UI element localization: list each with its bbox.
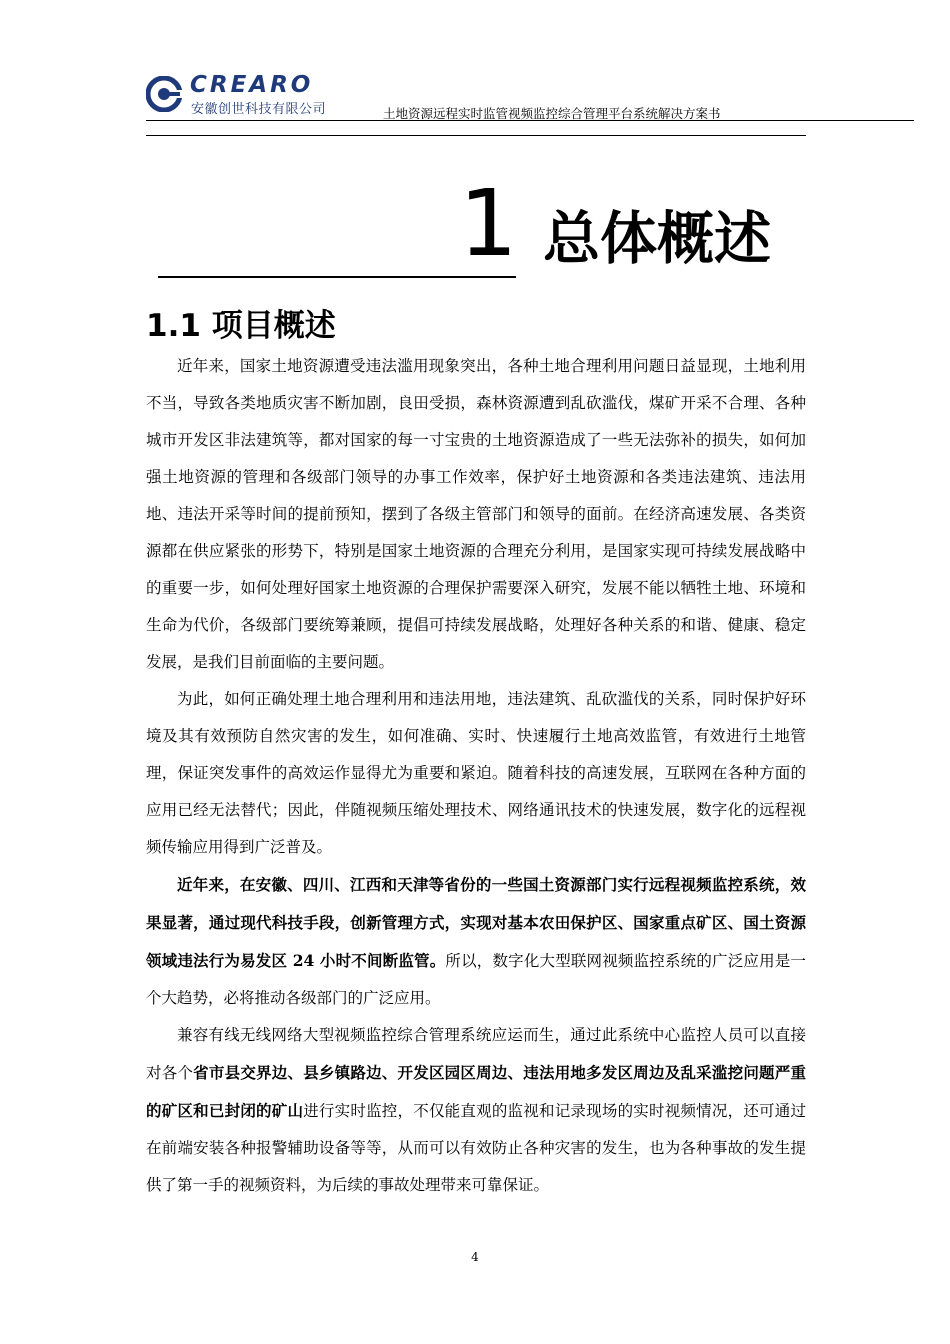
section-heading: 1.1 项目概述 [146,308,336,344]
bold-text: 近年来，在安徽、四川、江西和天津等省份的一些国土资源部门实行远程视频监控系统，效果显著，通过现代科技手段，创新管理方式，实现对基本农田保护区、国家重点矿区、国土资源领域违法行为易发区 24 小时不间断监管。 [146,875,806,970]
chapter-title: 总体概述 [543,206,771,272]
logo-wordmark: CREARO [190,72,314,98]
company-name: 安徽创世科技有限公司 [191,102,327,117]
company-logo [146,74,346,118]
paragraph [146,1017,806,1204]
header-divider-bottom [146,135,806,136]
chapter-underline [158,276,516,278]
document-header-title: 土地资源远程实时监管视频监控综合管理平台系统解决方案书 [383,106,721,121]
logo-mark-icon [146,76,182,112]
paragraph [146,866,806,1017]
paragraph [146,681,806,866]
header-divider [146,120,914,121]
chapter-number: 1 [459,170,518,277]
paragraph-text: 所以，数字化大型联网视频监控系统的广泛应用是一个大趋势，必将推动各级部门的广泛应用。 [146,952,806,1007]
paragraph: 近年来，国家土地资源遭受违法滥用现象突出，各种土地合理利用问题日益显现，土地利用不当，导致各类地质灾害不断加剧，良田受损，森林资源遭到乱砍滥伐，煤矿开采不合理、各种城市开发区非法建筑等，都对国家的每一寸宝贵的土地资源造成了一些无法弥补的损失，如何加强土地资源的管理和各级部门领导的办事工作效率，保护好土地资源和各类违法建筑、违法用地、违法开采等时间的提前预知，摆到了各级主管部门和领导的面前。在经济高速发展、各类资源都在供应紧张的形势下，特别是国家土地资源的合理充分利用，是国家实现可持续发展战略中的重要一步，如何处理好国家土地资源的合理保护需要深入研究，发展不能以牺牲土地、环境和生命为代价，各级部门要统筹兼顾，提倡可持续发展战略，处理好各种关系的和谐、健康、稳定发展，是我们目前面临的主要问题。 [146,357,806,671]
paragraph-text: 为此，如何正确处理土地合理利用和违法用地，违法建筑、乱砍滥伐的关系，同时保护好环境及其有效预防自然灾害的发生，如何准确、实时、快速履行土地高效监管，有效进行土地管理，保证突发事件的高效运作显得尤为重要和紧迫。随着科技的高速发展，互联网在各种方面的应用已经无法替代；因此，伴随视频压缩处理技术、网络通讯技术的快速发展，数字化的远程视频传输应用得到广泛普及。 [146,690,806,856]
bold-text: 省市县交界边、县乡镇路边、开发区园区周边、违法用地多发区周边及乱采滥挖问题严重的矿区和已封闭的矿山 [146,1063,806,1120]
page-number: 4 [471,1250,479,1264]
paragraph-text: 兼容有线无线网络大型视频监控综合管理系统应运而生，通过此系统中心监控人员可以直接对各个 [146,1026,806,1082]
paragraph-text: 进行实时监控，不仅能直观的监视和记录现场的实时视频情况，还可通过在前端安装各种报警辅助设备等等，从而可以有效防止各种灾害的发生，也为各种事故的发生提供了第一手的视频资料，为后续的事故处理带来可靠保证。 [146,1102,806,1194]
body-text [146,348,806,1204]
